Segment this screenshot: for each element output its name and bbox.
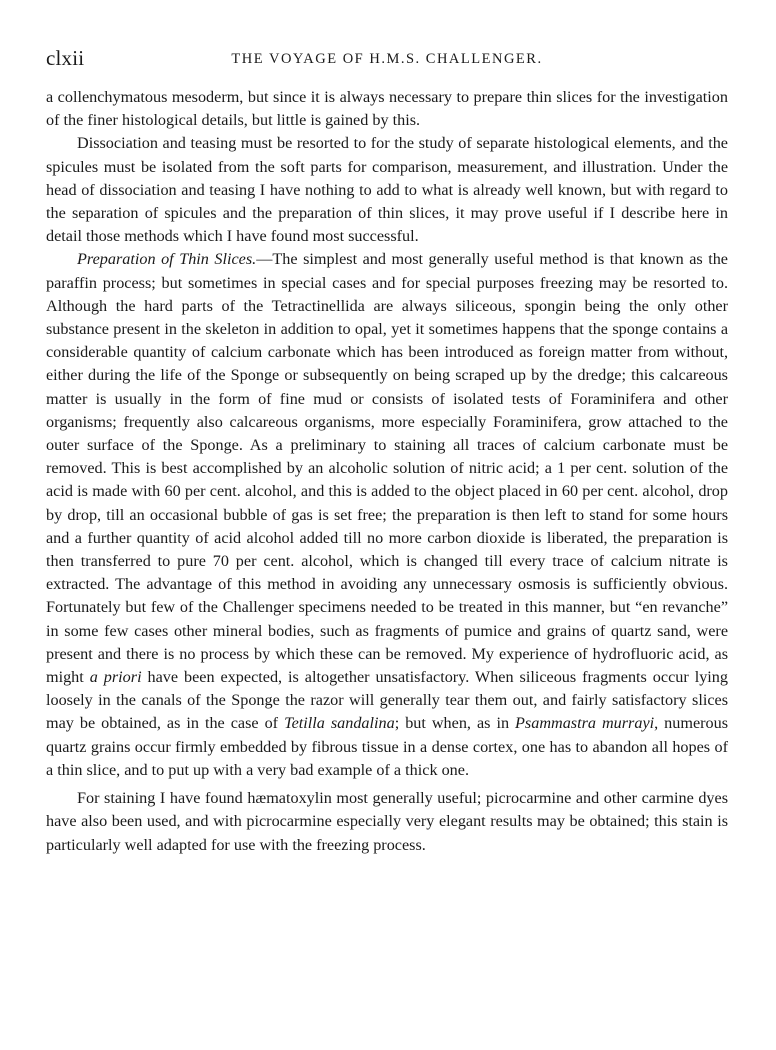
thin-slices-text-part-3: ; but when, as in (394, 714, 516, 733)
running-head (46, 44, 728, 74)
running-title: THE VOYAGE OF H.M.S. CHALLENGER. (231, 51, 543, 67)
paragraph-staining: For staining I have found hæmatoxylin most generally useful; picrocarmine and other carmine dyes have also been used, and with picrocarmine especially very elegant results may be obtained; this stain is particularly well adapted for use with the freezing process. (46, 789, 728, 854)
document-page (46, 44, 728, 857)
paragraph-dissociation: Dissociation and teasing must be resorted to for the study of separate histological elements, and the spicules must be isolated from the soft parts for comparison, measurement, and illustration. Under the head of dissociation and teasing I have nothing to add to what is already well known, but with regard to the separation of spicules and the preparation of thin slices, it may prove useful if I describe here in detail those methods which I have found most successful. (46, 134, 728, 246)
italic-a-priori: a priori (89, 668, 142, 687)
species-tetilla-sandalina: Tetilla sandalina (284, 714, 395, 733)
species-psammastra-murrayi: Psammastra murrayi (515, 714, 655, 733)
paragraph-thin-slices (46, 248, 728, 782)
page-number: clxii (46, 46, 85, 70)
body-text (46, 86, 728, 857)
section-heading-thin-slices: Preparation of Thin Slices. (77, 250, 257, 269)
thin-slices-text-part-1: —The simplest and most generally useful method is that known as the paraffin process; but sometimes in special cases and for special purposes freezing may be resorted to. Although the hard parts of the Tetractinellida are always siliceous, spongin being the only other substance present in the skeleton in addition to opal, yet it sometimes happens that the sponge contains a considerable quantity of calcium carbonate which has been introduced as foreign matter from without, either during the life of the Sponge or subsequently on being scraped up by the dredge; this calcareous matter is usually in the form of fine mud or consists of isolated tests of Foraminifera and other organisms; frequently also calcareous organisms, more especially Foraminifera, grow attached to the outer surface of the Sponge. As a preliminary to staining all traces of calcium carbonate must be removed. This is best accomplished by an alcoholic solution of nitric acid; a 1 per cent. solution of the acid is made with 60 per cent. alcohol, and this is added to the object placed in 60 per cent. alcohol, drop by drop, till an occasional bubble of gas is set free; the preparation is then left to stand for some hours and a further quantity of acid alcohol added till no more carbon dioxide is liberated, the preparation is then transferred to pure 70 per cent. alcohol, which is changed till every trace of calcium nitrate is extracted. The advantage of this method in avoiding any unnecessary osmosis is sufficiently obvious. Fortunately but few of the Challenger specimens needed to be treated in this manner, but “en revanche” in some few cases other mineral bodies, such as fragments of pumice and grains of quartz sand, were present and there is no process by which these can be removed. My experience of hydrofluoric acid, as might (46, 250, 728, 687)
thin-slices-text-part-4: , numerous quartz grains occur firmly embedded by fibrous tissue in a dense cortex, one has to abandon all hopes of a thin slice, and to put up with a very bad example of a thick one. (46, 714, 729, 779)
paragraph-continuation: a collenchymatous mesoderm, but since it is always necessary to prepare thin slices for the investigation of the finer histological details, but little is gained by this. (46, 88, 728, 130)
thin-slices-text-part-2: have been expected, is altogether unsatisfactory. When siliceous fragments occur lying loosely in the canals of the Sponge the razor will generally tear them out, and fairly satisfactory slices may be obtained, as in the case of (46, 668, 728, 733)
